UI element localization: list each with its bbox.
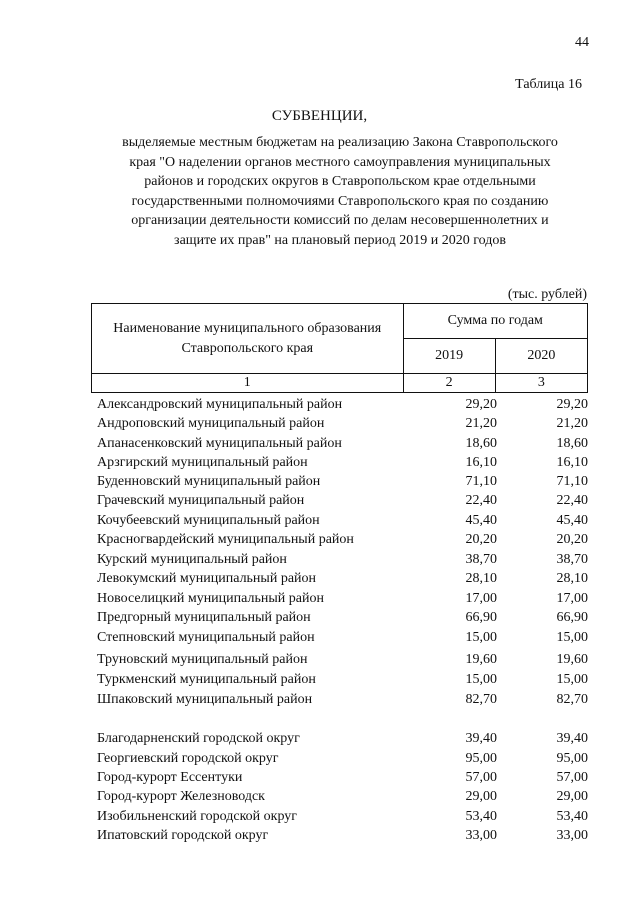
document-subtitle (95, 133, 585, 251)
subtitle-line: организации деятельности комиссий по делам несовершеннолетних и (131, 213, 549, 229)
value-2019: 20,20 (465, 532, 497, 547)
region-name: Кочубеевский муниципальный район (97, 513, 320, 528)
value-2020: 39,40 (556, 731, 588, 746)
region-name: Арзгирский муниципальный район (97, 455, 308, 470)
value-2020: 20,20 (556, 532, 588, 547)
table-label: Таблица 16 (515, 77, 582, 92)
column-name-header-line: Наименование муниципального образования (113, 320, 382, 336)
value-2019: 39,40 (465, 731, 497, 746)
subtitle-line: края "О наделении органов местного самоуправления муниципальных (129, 154, 551, 170)
value-2020: 16,10 (556, 455, 588, 470)
value-2019: 17,00 (465, 591, 497, 606)
table-row (91, 826, 588, 845)
value-2020: 18,60 (556, 436, 588, 451)
value-2020: 21,20 (556, 416, 588, 431)
value-2019: 28,10 (465, 571, 497, 586)
region-name: Благодарненский городской округ (97, 731, 300, 746)
subtitle-line: выделяемые местным бюджетам на реализацию Закона Ставропольского (122, 135, 558, 150)
table-row (91, 530, 588, 549)
value-2020: 29,00 (556, 789, 588, 804)
table-row (91, 729, 588, 748)
table-row (91, 608, 588, 627)
year-2020-header: 2020 (495, 339, 587, 374)
region-name: Курский муниципальный район (97, 552, 287, 567)
value-2019: 82,70 (465, 692, 497, 707)
column-number: 2 (403, 374, 495, 393)
region-name: Изобильненский городской округ (97, 809, 298, 824)
value-2019: 19,60 (465, 652, 497, 667)
table-header (91, 303, 588, 393)
column-number: 3 (495, 374, 587, 393)
subtitle-line: государственными полномочиями Ставропольского края по созданию (131, 193, 549, 209)
value-2019: 71,10 (465, 474, 497, 489)
value-2020: 19,60 (556, 652, 588, 667)
value-2020: 38,70 (556, 552, 588, 567)
value-2019: 29,00 (465, 789, 497, 804)
column-name-header-line: Ставропольского края (181, 340, 314, 356)
region-name: Предгорный муниципальный район (97, 610, 311, 625)
region-name: Георгиевский городской округ (97, 751, 279, 766)
year-2019-header: 2019 (403, 339, 495, 374)
region-name: Труновский муниципальный район (97, 652, 308, 667)
table-row (91, 511, 588, 530)
region-name: Степновский муниципальный район (97, 630, 315, 645)
value-2020: 66,90 (556, 610, 588, 625)
region-name: Город-курорт Ессентуки (97, 770, 243, 785)
value-2020: 45,40 (556, 513, 588, 528)
table-row (91, 650, 588, 669)
table-row (91, 690, 588, 709)
table-row (91, 749, 588, 768)
document-title: СУБВЕНЦИИ, (271, 108, 368, 124)
region-name: Город-курорт Железноводск (97, 789, 265, 804)
value-2020: 15,00 (556, 630, 588, 645)
table-row (91, 768, 588, 787)
value-2019: 21,20 (465, 416, 497, 431)
region-name: Грачевский муниципальный район (97, 493, 305, 508)
value-2019: 33,00 (465, 828, 497, 843)
table-row (91, 395, 588, 414)
subtitle-line: защите их прав" на плановый период 2019 и 2020 годов (174, 232, 506, 248)
value-2019: 38,70 (465, 552, 497, 567)
table-row (91, 453, 588, 472)
value-2019: 18,60 (465, 436, 497, 451)
table-row (91, 589, 588, 608)
subtitle-line: районов и городских округов в Ставропольском крае отдельными (144, 174, 536, 190)
value-2020: 17,00 (556, 591, 588, 606)
value-2020: 22,40 (556, 493, 588, 508)
table-row (91, 670, 588, 689)
value-2020: 95,00 (556, 751, 588, 766)
page-number: 44 (575, 35, 589, 50)
value-2020: 29,20 (556, 397, 588, 412)
table-row (91, 807, 588, 826)
table-row (91, 787, 588, 806)
value-2019: 45,40 (465, 513, 497, 528)
table-row (91, 550, 588, 569)
sum-by-years-header: Сумма по годам (403, 304, 588, 339)
region-name: Туркменский муниципальный район (97, 672, 316, 687)
value-2020: 71,10 (556, 474, 588, 489)
region-name: Левокумский муниципальный район (97, 571, 317, 586)
region-name: Ипатовский городской округ (97, 828, 269, 843)
value-2019: 16,10 (465, 455, 497, 470)
region-name: Александровский муниципальный район (97, 397, 343, 412)
value-2019: 22,40 (465, 493, 497, 508)
value-2019: 53,40 (465, 809, 497, 824)
region-name: Красногвардейский муниципальный район (97, 532, 354, 547)
value-2019: 29,20 (465, 397, 497, 412)
value-2020: 57,00 (556, 770, 588, 785)
value-2019: 57,00 (465, 770, 497, 785)
table-row (91, 472, 588, 491)
value-2020: 28,10 (556, 571, 588, 586)
units-label: (тыс. рублей) (507, 287, 587, 302)
table-row (91, 569, 588, 588)
value-2020: 82,70 (556, 692, 588, 707)
table-row (91, 628, 588, 647)
region-name: Шпаковский муниципальный район (97, 692, 313, 707)
region-name: Апанасенковский муниципальный район (97, 436, 342, 451)
value-2020: 53,40 (556, 809, 588, 824)
value-2019: 15,00 (465, 630, 497, 645)
value-2020: 33,00 (556, 828, 588, 843)
value-2019: 15,00 (465, 672, 497, 687)
table-row (91, 414, 588, 433)
value-2020: 15,00 (556, 672, 588, 687)
value-2019: 66,90 (465, 610, 497, 625)
table-row (91, 434, 588, 453)
table-row (91, 491, 588, 510)
column-number: 1 (92, 374, 404, 393)
value-2019: 95,00 (465, 751, 497, 766)
region-name: Буденновский муниципальный район (97, 474, 321, 489)
column-name-header (92, 304, 404, 374)
region-name: Андроповский муниципальный район (97, 416, 325, 431)
region-name: Новоселицкий муниципальный район (97, 591, 324, 606)
